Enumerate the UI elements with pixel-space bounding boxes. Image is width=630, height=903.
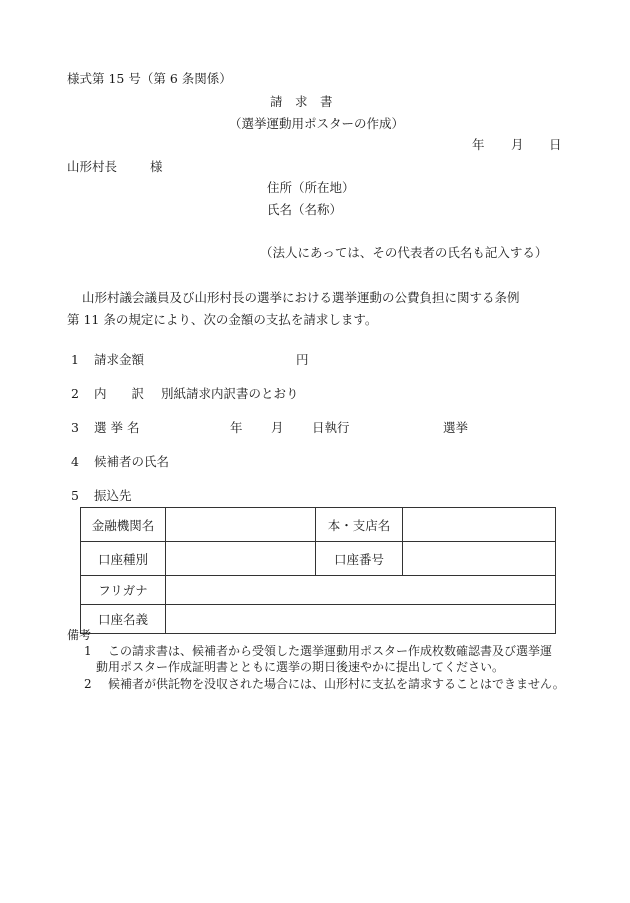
account-holder-label: 口座名義 [81,605,166,634]
date-day: 日 [549,137,562,152]
date-year: 年 [472,137,485,152]
name-label: 氏名（名称） [267,202,343,217]
item-4-label: 候補者の氏名 [94,454,170,469]
item-3-year: 年 [230,420,243,435]
representative-note: （法人にあっては、その代表者の氏名も記入する） [260,245,548,260]
item-5-number: 5 [71,488,79,503]
notes-heading: 備考 [67,628,92,642]
bank-name-field[interactable] [166,508,316,542]
form-number: 様式第 15 号（第 6 条関係） [67,71,232,86]
item-1-label: 請求金額 [94,352,145,367]
item-3-number: 3 [71,420,79,435]
item-3-suffix: 選挙 [443,420,469,435]
branch-label: 本・支店名 [316,508,403,542]
item-3-day: 日執行 [312,420,350,435]
account-type-field[interactable] [166,542,316,576]
table-row [81,542,556,576]
item-2-number: 2 [71,386,79,401]
account-number-label: 口座番号 [316,542,403,576]
note-1-number: 1 [84,644,92,658]
table-row [81,576,556,605]
bank-transfer-table [80,507,556,634]
branch-field[interactable] [403,508,556,542]
furigana-field[interactable] [166,576,556,605]
account-number-field[interactable] [403,542,556,576]
note-2-text: 候補者が供託物を没収された場合には、山形村に支払を請求することはできません。 [108,677,565,691]
table-row [81,605,556,634]
item-1-unit: 円 [296,352,309,367]
note-1-line-2: 動用ポスター作成証明書とともに選挙の期日後速やかに提出してください。 [96,660,505,674]
item-5-label: 振込先 [94,488,132,503]
note-1-line-1: この請求書は、候補者から受領した選挙運動用ポスター作成枚数確認書及び選挙運 [108,644,553,658]
body-line-2: 第 11 条の規定により、次の金額の支払を請求します。 [67,312,378,327]
note-2-number: 2 [84,677,92,691]
table-row [81,508,556,542]
date-month: 月 [511,137,524,152]
document-title: 請 求 書 [270,94,333,109]
account-holder-field[interactable] [166,605,556,634]
furigana-label: フリガナ [81,576,166,605]
addressee-name: 山形村長 [67,159,118,174]
address-label: 住所（所在地） [267,180,355,195]
item-3-label: 選 挙 名 [94,420,140,435]
body-line-1: 山形村議会議員及び山形村長の選挙における選挙運動の公費負担に関する条例 [82,290,520,305]
item-3-month: 月 [271,420,284,435]
document-subtitle: （選挙運動用ポスターの作成） [229,116,405,131]
item-2-text: 別紙請求内訳書のとおり [161,386,299,401]
addressee-honorific: 様 [150,159,163,174]
item-1-number: 1 [71,352,79,367]
item-2-label: 内 訳 [94,386,145,401]
item-4-number: 4 [71,454,79,469]
account-type-label: 口座種別 [81,542,166,576]
bank-name-label: 金融機関名 [81,508,166,542]
